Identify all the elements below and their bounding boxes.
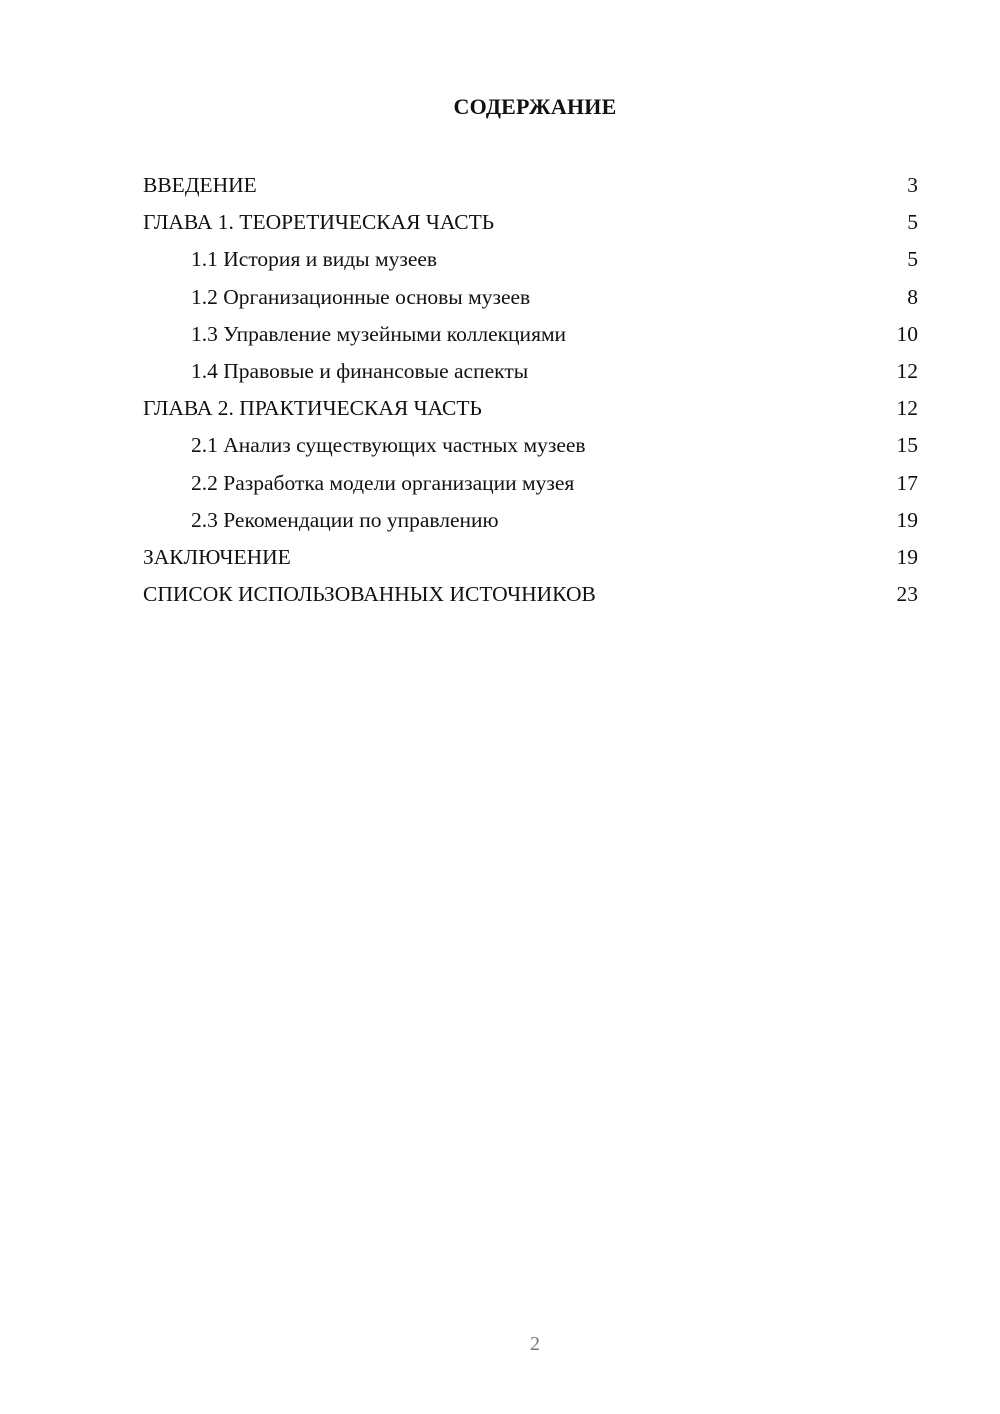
toc-entry-label: ЗАКЛЮЧЕНИЕ: [143, 544, 291, 569]
toc-entry-section-2-3[interactable]: [143, 502, 918, 539]
toc-entry-references[interactable]: [143, 576, 918, 613]
toc-entry-label: 2.2 Разработка модели организации музея: [191, 470, 575, 495]
toc-entry-page: 23: [896, 582, 918, 607]
toc-entry-page: 10: [896, 321, 918, 346]
toc-entry-page: 12: [896, 358, 918, 383]
toc-entry-page: 17: [896, 470, 918, 495]
toc-entry-page: 8: [907, 284, 918, 309]
toc-entry-label: 1.1 История и виды музеев: [191, 247, 438, 272]
toc-entry-label: СПИСОК ИСПОЛЬЗОВАННЫХ ИСТОЧНИКОВ: [143, 582, 596, 607]
toc-entry-page: 19: [896, 544, 918, 569]
toc-entry-introduction[interactable]: [143, 167, 918, 204]
toc-entry-label: ГЛАВА 1. ТЕОРЕТИЧЕСКАЯ ЧАСТЬ: [143, 210, 495, 235]
toc-entry-page: 5: [907, 210, 918, 235]
toc-entry-label: 1.3 Управление музейными коллекциями: [191, 321, 567, 346]
toc-entry-section-1-4[interactable]: [143, 353, 918, 390]
toc-entry-page: 15: [896, 433, 918, 458]
toc-entry-label: 1.2 Организационные основы музеев: [191, 284, 531, 309]
page-number: 2: [530, 1333, 540, 1355]
page-title: СОДЕРЖАНИЕ: [453, 94, 617, 119]
toc-entry-chapter-2[interactable]: [143, 390, 918, 427]
toc-entry-label: ГЛАВА 2. ПРАКТИЧЕСКАЯ ЧАСТЬ: [143, 396, 482, 421]
toc-entry-label: ВВЕДЕНИЕ: [143, 173, 257, 197]
toc-entry-section-1-1[interactable]: [143, 241, 918, 278]
toc-entry-label: 2.3 Рекомендации по управлению: [191, 507, 499, 532]
toc-entry-page: 3: [907, 173, 918, 197]
toc-entry-page: 12: [896, 396, 918, 421]
toc-entry-chapter-1[interactable]: [143, 204, 918, 241]
toc-entry-conclusion[interactable]: [143, 539, 918, 576]
toc-entry-section-1-2[interactable]: [143, 279, 918, 316]
toc-entry-page: 19: [896, 507, 918, 532]
toc-entry-section-2-1[interactable]: [143, 427, 918, 464]
toc-entry-section-2-2[interactable]: [143, 465, 918, 502]
toc-entry-label: 2.1 Анализ существующих частных музеев: [191, 433, 586, 458]
toc-entry-page: 5: [907, 247, 918, 272]
toc-entry-label: 1.4 Правовые и финансовые аспекты: [191, 358, 529, 383]
toc-entry-section-1-3[interactable]: [143, 316, 918, 353]
table-of-contents: [143, 167, 918, 613]
